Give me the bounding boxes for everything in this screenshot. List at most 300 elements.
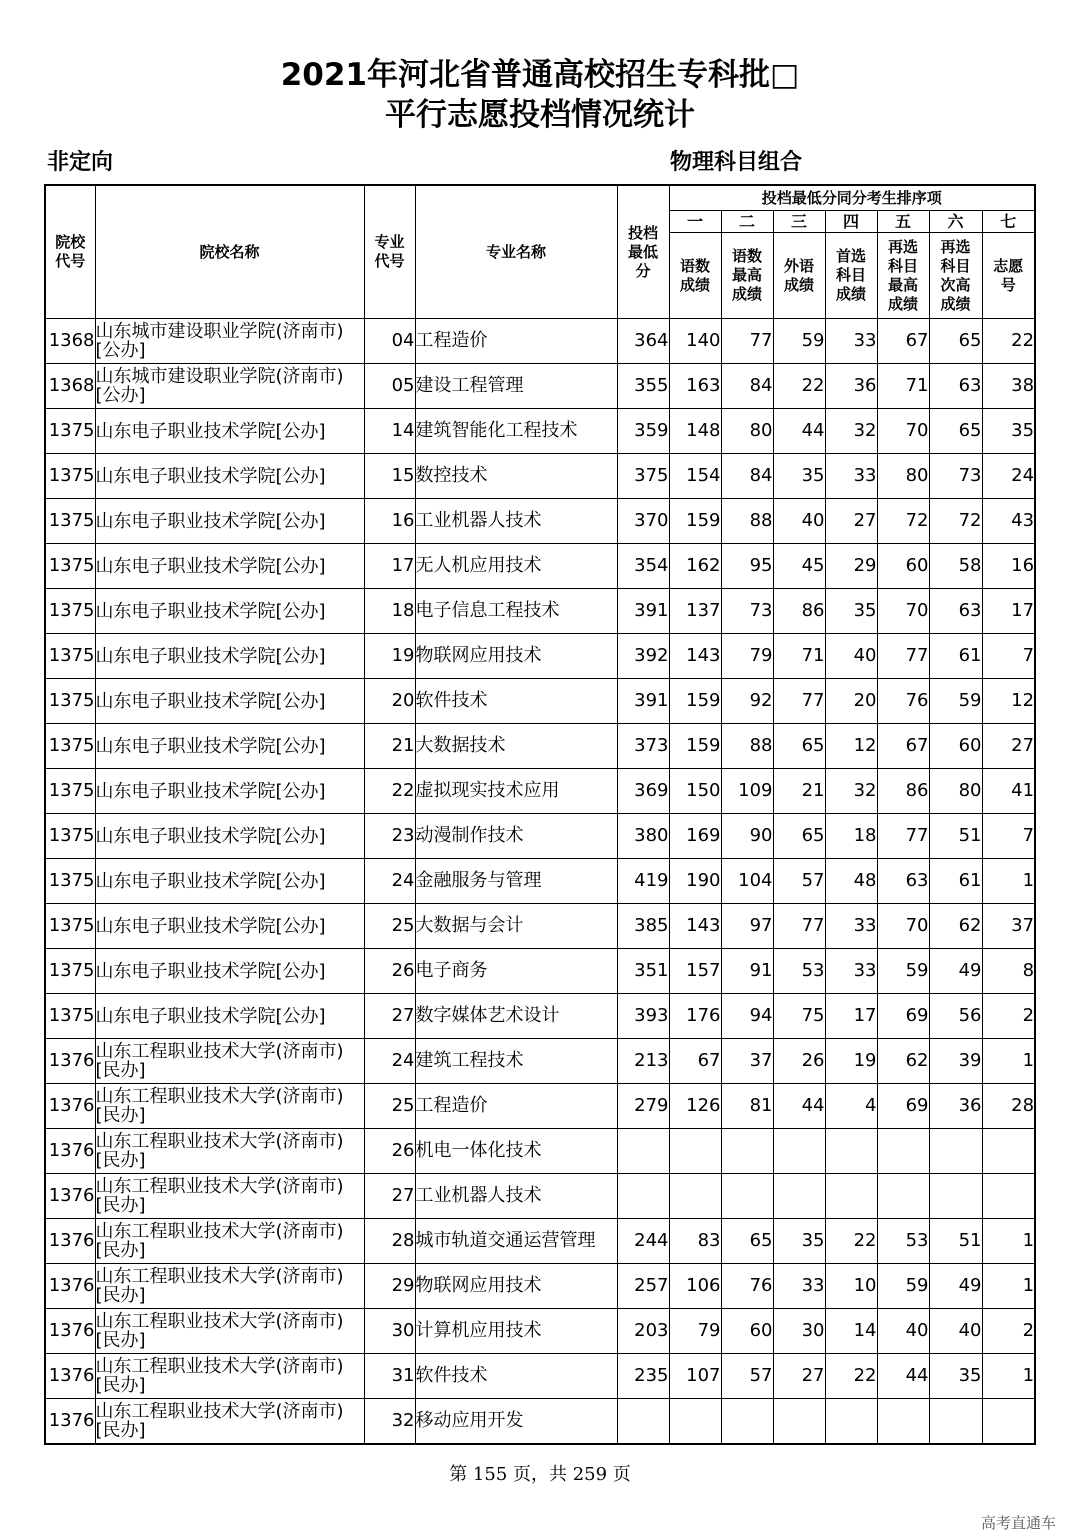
tiebreak-cell: 53 xyxy=(877,1219,929,1264)
tiebreak-cell: 90 xyxy=(721,814,773,859)
min-score-cell: 419 xyxy=(617,859,669,904)
min-score-cell: 369 xyxy=(617,769,669,814)
min-score-cell: 380 xyxy=(617,814,669,859)
major-name-cell: 计算机应用技术 xyxy=(415,1309,617,1354)
school-code-cell: 1375 xyxy=(45,949,95,994)
school-code-cell: 1368 xyxy=(45,364,95,409)
table-row xyxy=(45,1039,1035,1084)
header-major-name: 专业名称 xyxy=(415,185,617,319)
major-name-cell: 工业机器人技术 xyxy=(415,499,617,544)
table-row xyxy=(45,904,1035,949)
major-code-cell: 19 xyxy=(364,634,415,679)
table-row xyxy=(45,679,1035,724)
school-code-cell: 1375 xyxy=(45,454,95,499)
tiebreak-cell xyxy=(669,1129,721,1174)
major-name-cell: 建设工程管理 xyxy=(415,364,617,409)
tiebreak-cell: 150 xyxy=(669,769,721,814)
tiebreak-cell: 107 xyxy=(669,1354,721,1399)
header-tiebreak-item: 外语成绩 xyxy=(773,233,825,319)
tiebreak-cell: 60 xyxy=(929,724,982,769)
tiebreak-cell: 104 xyxy=(721,859,773,904)
school-code-cell: 1376 xyxy=(45,1399,95,1445)
tiebreak-cell: 65 xyxy=(773,724,825,769)
tiebreak-cell: 86 xyxy=(877,769,929,814)
school-name-cell: 山东电子职业技术学院[公办] xyxy=(95,454,364,499)
major-code-cell: 32 xyxy=(364,1399,415,1445)
school-name-cell: 山东工程职业技术大学(济南市)[民办] xyxy=(95,1174,364,1219)
major-code-cell: 21 xyxy=(364,724,415,769)
tiebreak-cell: 8 xyxy=(982,949,1035,994)
tiebreak-cell: 71 xyxy=(773,634,825,679)
header-tiebreak-item: 志愿号 xyxy=(982,233,1035,319)
tiebreak-cell: 62 xyxy=(877,1039,929,1084)
school-code-cell: 1375 xyxy=(45,994,95,1039)
school-name-cell: 山东电子职业技术学院[公办] xyxy=(95,904,364,949)
tiebreak-cell: 43 xyxy=(982,499,1035,544)
tiebreak-cell: 95 xyxy=(721,544,773,589)
major-name-cell: 数字媒体艺术设计 xyxy=(415,994,617,1039)
tiebreak-cell: 69 xyxy=(877,994,929,1039)
table-row xyxy=(45,544,1035,589)
tiebreak-cell: 72 xyxy=(929,499,982,544)
min-score-cell: 244 xyxy=(617,1219,669,1264)
tiebreak-cell xyxy=(982,1174,1035,1219)
tiebreak-cell: 20 xyxy=(825,679,877,724)
min-score-cell: 373 xyxy=(617,724,669,769)
tiebreak-cell xyxy=(669,1174,721,1219)
min-score-cell: 375 xyxy=(617,454,669,499)
school-name-cell: 山东工程职业技术大学(济南市)[民办] xyxy=(95,1399,364,1445)
school-name-cell: 山东工程职业技术大学(济南市)[民办] xyxy=(95,1354,364,1399)
tiebreak-cell: 60 xyxy=(721,1309,773,1354)
table-row xyxy=(45,409,1035,454)
min-score-cell: 391 xyxy=(617,679,669,724)
school-name-cell: 山东电子职业技术学院[公办] xyxy=(95,499,364,544)
table-row xyxy=(45,1174,1035,1219)
school-code-cell: 1376 xyxy=(45,1129,95,1174)
table-row xyxy=(45,1309,1035,1354)
table-row xyxy=(45,319,1035,364)
tiebreak-cell: 56 xyxy=(929,994,982,1039)
tiebreak-cell: 32 xyxy=(825,769,877,814)
header-ordinal: 四 xyxy=(825,211,877,233)
header-school-name: 院校名称 xyxy=(95,185,364,319)
tiebreak-cell: 35 xyxy=(773,454,825,499)
major-name-cell: 软件技术 xyxy=(415,679,617,724)
tiebreak-cell: 2 xyxy=(982,1309,1035,1354)
table-header xyxy=(45,185,1035,319)
tiebreak-cell: 94 xyxy=(721,994,773,1039)
tiebreak-cell: 30 xyxy=(773,1309,825,1354)
tiebreak-cell: 75 xyxy=(773,994,825,1039)
tiebreak-cell: 126 xyxy=(669,1084,721,1129)
tiebreak-cell xyxy=(877,1174,929,1219)
header-tiebreak-group: 投档最低分同分考生排序项 xyxy=(669,185,1035,211)
major-code-cell: 22 xyxy=(364,769,415,814)
tiebreak-cell: 65 xyxy=(773,814,825,859)
min-score-cell: 392 xyxy=(617,634,669,679)
subject-group-label: 物理科目组合 xyxy=(670,150,803,175)
major-name-cell: 工程造价 xyxy=(415,1084,617,1129)
major-code-cell: 04 xyxy=(364,319,415,364)
min-score-cell: 351 xyxy=(617,949,669,994)
header-min-score: 投档最低分 xyxy=(617,185,669,319)
school-name-cell: 山东工程职业技术大学(济南市)[民办] xyxy=(95,1039,364,1084)
major-name-cell: 物联网应用技术 xyxy=(415,634,617,679)
header-ordinal: 二 xyxy=(721,211,773,233)
major-code-cell: 29 xyxy=(364,1264,415,1309)
min-score-cell: 279 xyxy=(617,1084,669,1129)
tiebreak-cell: 45 xyxy=(773,544,825,589)
school-name-cell: 山东工程职业技术大学(济南市)[民办] xyxy=(95,1129,364,1174)
school-name-cell: 山东工程职业技术大学(济南市)[民办] xyxy=(95,1084,364,1129)
major-name-cell: 移动应用开发 xyxy=(415,1399,617,1445)
major-code-cell: 26 xyxy=(364,1129,415,1174)
tiebreak-cell: 159 xyxy=(669,499,721,544)
tiebreak-cell: 83 xyxy=(669,1219,721,1264)
major-code-cell: 25 xyxy=(364,1084,415,1129)
tiebreak-cell: 86 xyxy=(773,589,825,634)
tiebreak-cell: 63 xyxy=(929,364,982,409)
major-name-cell: 建筑智能化工程技术 xyxy=(415,409,617,454)
tiebreak-cell: 12 xyxy=(825,724,877,769)
tiebreak-cell: 1 xyxy=(982,1354,1035,1399)
tiebreak-cell: 22 xyxy=(825,1219,877,1264)
tiebreak-cell: 92 xyxy=(721,679,773,724)
tiebreak-cell: 29 xyxy=(825,544,877,589)
table-row xyxy=(45,769,1035,814)
tiebreak-cell: 162 xyxy=(669,544,721,589)
tiebreak-cell: 33 xyxy=(825,319,877,364)
school-code-cell: 1368 xyxy=(45,319,95,364)
tiebreak-cell: 40 xyxy=(825,634,877,679)
tiebreak-cell xyxy=(877,1129,929,1174)
tiebreak-cell: 97 xyxy=(721,904,773,949)
major-code-cell: 15 xyxy=(364,454,415,499)
tiebreak-cell xyxy=(929,1174,982,1219)
school-code-cell: 1376 xyxy=(45,1174,95,1219)
tiebreak-cell: 73 xyxy=(721,589,773,634)
tiebreak-cell: 62 xyxy=(929,904,982,949)
min-score-cell: 364 xyxy=(617,319,669,364)
major-code-cell: 30 xyxy=(364,1309,415,1354)
school-code-cell: 1375 xyxy=(45,544,95,589)
major-name-cell: 金融服务与管理 xyxy=(415,859,617,904)
school-name-cell: 山东电子职业技术学院[公办] xyxy=(95,409,364,454)
table-row xyxy=(45,1129,1035,1174)
tiebreak-cell: 1 xyxy=(982,859,1035,904)
tiebreak-cell: 61 xyxy=(929,859,982,904)
tiebreak-cell xyxy=(773,1129,825,1174)
major-name-cell: 数控技术 xyxy=(415,454,617,499)
tiebreak-cell: 159 xyxy=(669,679,721,724)
tiebreak-cell: 69 xyxy=(877,1084,929,1129)
min-score-cell: 359 xyxy=(617,409,669,454)
tiebreak-cell: 21 xyxy=(773,769,825,814)
tiebreak-cell: 36 xyxy=(929,1084,982,1129)
header-ordinal: 七 xyxy=(982,211,1035,233)
tiebreak-cell: 16 xyxy=(982,544,1035,589)
school-name-cell: 山东电子职业技术学院[公办] xyxy=(95,679,364,724)
tiebreak-cell: 51 xyxy=(929,1219,982,1264)
header-major-code: 专业代号 xyxy=(364,185,415,319)
tiebreak-cell: 48 xyxy=(825,859,877,904)
tiebreak-cell: 35 xyxy=(773,1219,825,1264)
major-code-cell: 05 xyxy=(364,364,415,409)
tiebreak-cell: 176 xyxy=(669,994,721,1039)
tiebreak-cell: 80 xyxy=(877,454,929,499)
tiebreak-cell: 79 xyxy=(721,634,773,679)
major-code-cell: 27 xyxy=(364,1174,415,1219)
tiebreak-cell: 26 xyxy=(773,1039,825,1084)
school-code-cell: 1375 xyxy=(45,589,95,634)
major-code-cell: 24 xyxy=(364,1039,415,1084)
tiebreak-cell: 80 xyxy=(929,769,982,814)
header-tiebreak-item: 再选科目最高成绩 xyxy=(877,233,929,319)
school-name-cell: 山东电子职业技术学院[公办] xyxy=(95,994,364,1039)
tiebreak-cell: 33 xyxy=(825,949,877,994)
school-code-cell: 1375 xyxy=(45,499,95,544)
tiebreak-cell: 22 xyxy=(825,1354,877,1399)
tiebreak-cell: 36 xyxy=(825,364,877,409)
major-code-cell: 31 xyxy=(364,1354,415,1399)
tiebreak-cell: 44 xyxy=(877,1354,929,1399)
table-row xyxy=(45,1399,1035,1445)
school-code-cell: 1376 xyxy=(45,1264,95,1309)
school-name-cell: 山东城市建设职业学院(济南市)[公办] xyxy=(95,319,364,364)
tiebreak-cell: 22 xyxy=(982,319,1035,364)
tiebreak-cell: 143 xyxy=(669,904,721,949)
tiebreak-cell: 44 xyxy=(773,409,825,454)
min-score-cell xyxy=(617,1129,669,1174)
tiebreak-cell: 57 xyxy=(721,1354,773,1399)
school-code-cell: 1375 xyxy=(45,814,95,859)
school-name-cell: 山东工程职业技术大学(济南市)[民办] xyxy=(95,1264,364,1309)
tiebreak-cell: 57 xyxy=(773,859,825,904)
table-row xyxy=(45,814,1035,859)
tiebreak-cell: 2 xyxy=(982,994,1035,1039)
tiebreak-cell xyxy=(721,1129,773,1174)
school-code-cell: 1375 xyxy=(45,634,95,679)
tiebreak-cell: 73 xyxy=(929,454,982,499)
tiebreak-cell: 35 xyxy=(982,409,1035,454)
table-row xyxy=(45,949,1035,994)
tiebreak-cell: 157 xyxy=(669,949,721,994)
school-code-cell: 1376 xyxy=(45,1309,95,1354)
tiebreak-cell: 137 xyxy=(669,589,721,634)
major-name-cell: 工业机器人技术 xyxy=(415,1174,617,1219)
min-score-cell: 213 xyxy=(617,1039,669,1084)
tiebreak-cell: 24 xyxy=(982,454,1035,499)
tiebreak-cell: 33 xyxy=(825,904,877,949)
major-name-cell: 动漫制作技术 xyxy=(415,814,617,859)
tiebreak-cell: 27 xyxy=(773,1354,825,1399)
tiebreak-cell: 51 xyxy=(929,814,982,859)
header-tiebreak-item: 语数最高成绩 xyxy=(721,233,773,319)
header-ordinal: 三 xyxy=(773,211,825,233)
header-ordinal: 一 xyxy=(669,211,721,233)
school-code-cell: 1375 xyxy=(45,409,95,454)
major-name-cell: 大数据技术 xyxy=(415,724,617,769)
tiebreak-cell: 35 xyxy=(825,589,877,634)
major-name-cell: 无人机应用技术 xyxy=(415,544,617,589)
school-code-cell: 1376 xyxy=(45,1039,95,1084)
header-tiebreak-item: 再选科目次高成绩 xyxy=(929,233,982,319)
header-tiebreak-item: 首选科目成绩 xyxy=(825,233,877,319)
school-code-cell: 1376 xyxy=(45,1084,95,1129)
major-code-cell: 24 xyxy=(364,859,415,904)
page-title: 2021年河北省普通高校招生专科批□ xyxy=(280,57,800,93)
tiebreak-cell: 37 xyxy=(721,1039,773,1084)
tiebreak-cell xyxy=(825,1129,877,1174)
tiebreak-cell xyxy=(773,1399,825,1445)
school-name-cell: 山东电子职业技术学院[公办] xyxy=(95,769,364,814)
page-number: 第 155 页，共 259 页 xyxy=(449,1464,631,1485)
school-code-cell: 1375 xyxy=(45,859,95,904)
plan-type-label: 非定向 xyxy=(47,150,114,175)
tiebreak-cell: 154 xyxy=(669,454,721,499)
tiebreak-cell: 17 xyxy=(982,589,1035,634)
tiebreak-cell xyxy=(825,1399,877,1445)
tiebreak-cell: 1 xyxy=(982,1039,1035,1084)
tiebreak-cell: 163 xyxy=(669,364,721,409)
major-code-cell: 18 xyxy=(364,589,415,634)
tiebreak-cell: 88 xyxy=(721,499,773,544)
tiebreak-cell: 77 xyxy=(773,679,825,724)
major-code-cell: 23 xyxy=(364,814,415,859)
tiebreak-cell: 190 xyxy=(669,859,721,904)
tiebreak-cell xyxy=(773,1174,825,1219)
school-name-cell: 山东工程职业技术大学(济南市)[民办] xyxy=(95,1309,364,1354)
school-name-cell: 山东工程职业技术大学(济南市)[民办] xyxy=(95,1219,364,1264)
major-code-cell: 16 xyxy=(364,499,415,544)
tiebreak-cell: 17 xyxy=(825,994,877,1039)
major-code-cell: 17 xyxy=(364,544,415,589)
tiebreak-cell: 28 xyxy=(982,1084,1035,1129)
tiebreak-cell: 59 xyxy=(877,1264,929,1309)
tiebreak-cell xyxy=(721,1399,773,1445)
min-score-cell: 393 xyxy=(617,994,669,1039)
tiebreak-cell: 65 xyxy=(721,1219,773,1264)
tiebreak-cell: 159 xyxy=(669,724,721,769)
major-code-cell: 14 xyxy=(364,409,415,454)
tiebreak-cell: 76 xyxy=(721,1264,773,1309)
header-school-code: 院校代号 xyxy=(45,185,95,319)
tiebreak-cell xyxy=(929,1399,982,1445)
table-row xyxy=(45,859,1035,904)
major-name-cell: 大数据与会计 xyxy=(415,904,617,949)
tiebreak-cell: 59 xyxy=(929,679,982,724)
tiebreak-cell: 7 xyxy=(982,634,1035,679)
tiebreak-cell: 70 xyxy=(877,589,929,634)
tiebreak-cell: 33 xyxy=(773,1264,825,1309)
min-score-cell: 355 xyxy=(617,364,669,409)
tiebreak-cell: 77 xyxy=(721,319,773,364)
tiebreak-cell: 32 xyxy=(825,409,877,454)
tiebreak-cell: 40 xyxy=(929,1309,982,1354)
min-score-cell xyxy=(617,1174,669,1219)
tiebreak-cell: 27 xyxy=(982,724,1035,769)
tiebreak-cell: 67 xyxy=(877,319,929,364)
tiebreak-cell xyxy=(825,1174,877,1219)
major-code-cell: 28 xyxy=(364,1219,415,1264)
tiebreak-cell: 49 xyxy=(929,1264,982,1309)
admission-table xyxy=(44,184,1036,1445)
tiebreak-cell: 35 xyxy=(929,1354,982,1399)
tiebreak-cell: 12 xyxy=(982,679,1035,724)
tiebreak-cell: 84 xyxy=(721,454,773,499)
min-score-cell xyxy=(617,1399,669,1445)
major-name-cell: 软件技术 xyxy=(415,1354,617,1399)
tiebreak-cell: 14 xyxy=(825,1309,877,1354)
watermark: 高考直通车 xyxy=(980,1514,1056,1532)
tiebreak-cell: 72 xyxy=(877,499,929,544)
major-code-cell: 27 xyxy=(364,994,415,1039)
header-ordinal: 五 xyxy=(877,211,929,233)
school-name-cell: 山东电子职业技术学院[公办] xyxy=(95,814,364,859)
tiebreak-cell: 88 xyxy=(721,724,773,769)
min-score-cell: 257 xyxy=(617,1264,669,1309)
tiebreak-cell: 4 xyxy=(825,1084,877,1129)
tiebreak-cell xyxy=(877,1399,929,1445)
major-name-cell: 虚拟现实技术应用 xyxy=(415,769,617,814)
table-row xyxy=(45,1264,1035,1309)
tiebreak-cell: 70 xyxy=(877,904,929,949)
tiebreak-cell: 140 xyxy=(669,319,721,364)
tiebreak-cell: 10 xyxy=(825,1264,877,1309)
tiebreak-cell: 40 xyxy=(773,499,825,544)
tiebreak-cell: 63 xyxy=(929,589,982,634)
tiebreak-cell: 143 xyxy=(669,634,721,679)
major-name-cell: 建筑工程技术 xyxy=(415,1039,617,1084)
school-name-cell: 山东城市建设职业学院(济南市)[公办] xyxy=(95,364,364,409)
tiebreak-cell: 18 xyxy=(825,814,877,859)
tiebreak-cell: 79 xyxy=(669,1309,721,1354)
min-score-cell: 370 xyxy=(617,499,669,544)
tiebreak-cell: 67 xyxy=(877,724,929,769)
tiebreak-cell: 60 xyxy=(877,544,929,589)
tiebreak-cell: 19 xyxy=(825,1039,877,1084)
tiebreak-cell: 37 xyxy=(982,904,1035,949)
tiebreak-cell: 106 xyxy=(669,1264,721,1309)
table-row xyxy=(45,724,1035,769)
min-score-cell: 354 xyxy=(617,544,669,589)
min-score-cell: 385 xyxy=(617,904,669,949)
tiebreak-cell: 67 xyxy=(669,1039,721,1084)
school-code-cell: 1376 xyxy=(45,1354,95,1399)
tiebreak-cell: 33 xyxy=(825,454,877,499)
tiebreak-cell: 41 xyxy=(982,769,1035,814)
tiebreak-cell xyxy=(929,1129,982,1174)
major-name-cell: 机电一体化技术 xyxy=(415,1129,617,1174)
school-code-cell: 1375 xyxy=(45,679,95,724)
tiebreak-cell xyxy=(721,1174,773,1219)
school-name-cell: 山东电子职业技术学院[公办] xyxy=(95,634,364,679)
header-tiebreak-item: 语数成绩 xyxy=(669,233,721,319)
tiebreak-cell: 65 xyxy=(929,409,982,454)
tiebreak-cell: 63 xyxy=(877,859,929,904)
table-row xyxy=(45,499,1035,544)
table-row xyxy=(45,454,1035,499)
tiebreak-cell: 59 xyxy=(877,949,929,994)
school-name-cell: 山东电子职业技术学院[公办] xyxy=(95,544,364,589)
tiebreak-cell: 1 xyxy=(982,1264,1035,1309)
school-code-cell: 1375 xyxy=(45,904,95,949)
major-name-cell: 工程造价 xyxy=(415,319,617,364)
min-score-cell: 235 xyxy=(617,1354,669,1399)
school-name-cell: 山东电子职业技术学院[公办] xyxy=(95,589,364,634)
school-code-cell: 1375 xyxy=(45,769,95,814)
